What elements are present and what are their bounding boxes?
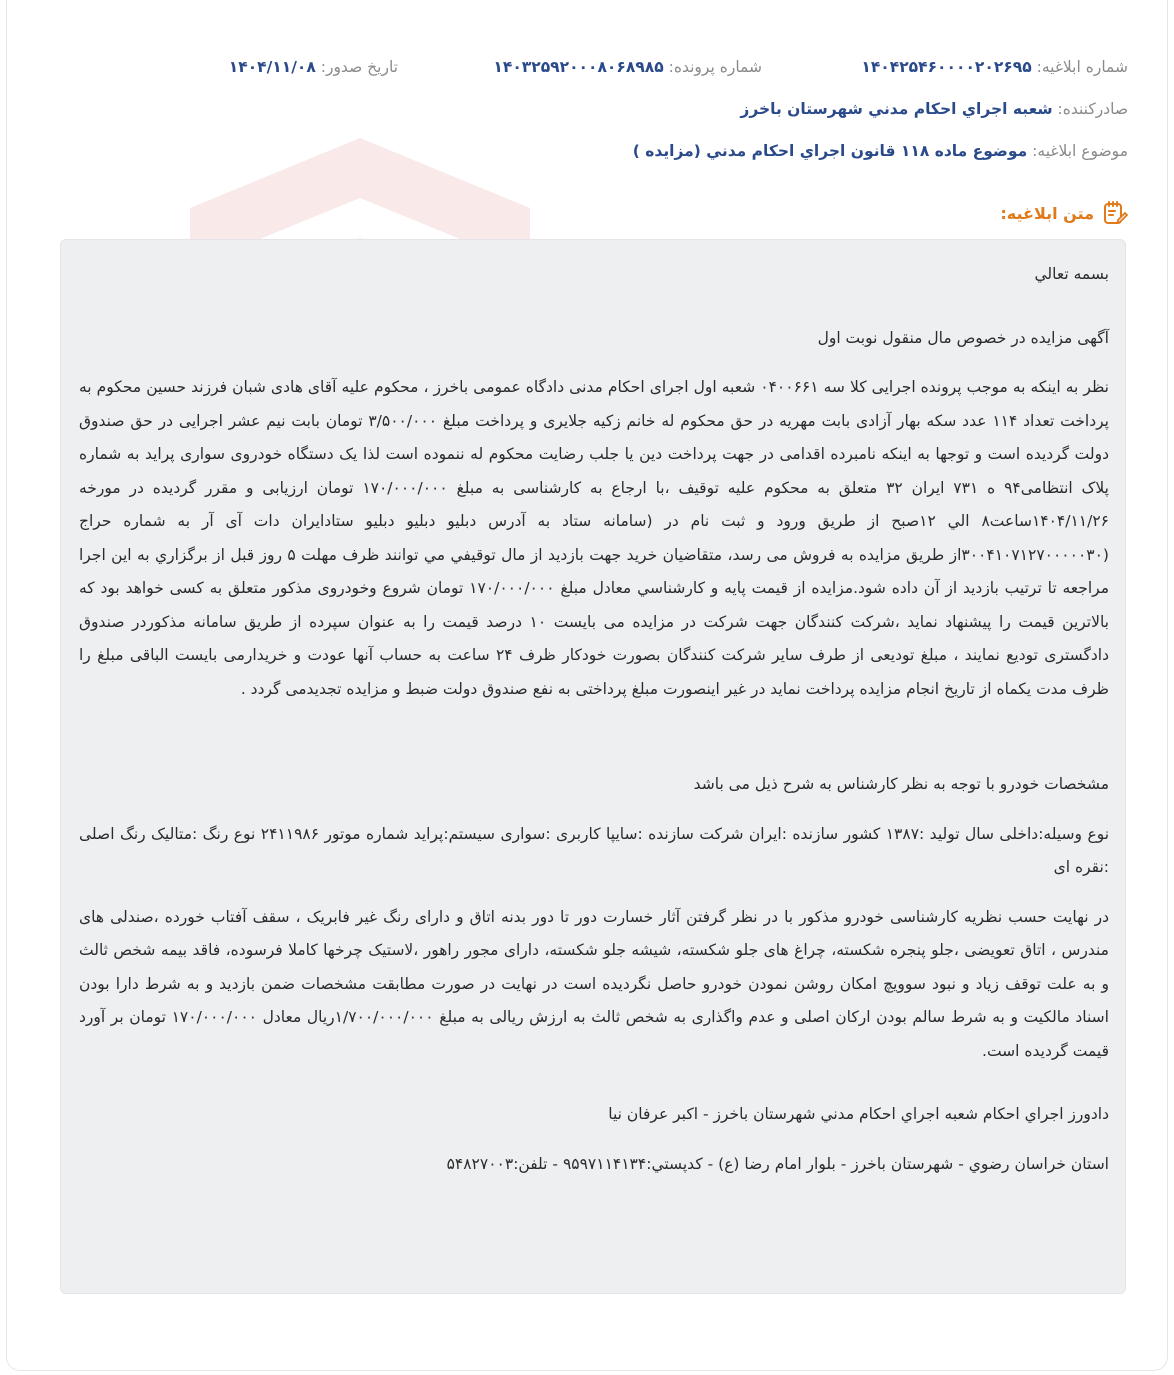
issue-date	[229, 58, 398, 76]
subject-value: موضوع ماده ۱۱۸ قانون اجراي احکام مدني (مزايده )	[632, 142, 1028, 160]
notice-paragraph-1: نظر به اینکه به موجب پرونده اجرایی کلا سه ۰۴۰۰۶۶۱ شعبه اول اجرای احکام مدنی دادگاه عمومی باخرز ، محکوم علیه آقای هادی شبان فرزند حسین محکوم به پرداخت تعداد ۱۱۴ عدد سکه بهار آزادی بابت مهریه در حق محکوم له خانم زکیه جلایری و پرداخت مبلغ ۳/۵۰۰/۰۰۰ تومان بابت نیم عشر اجرایی در حق صندوق دولت گردیده است و توجها به اینکه نامبرده اقدامی در جهت پرداخت دین یا جلب رضایت محکوم له ننموده است لذا یک دستگاه خودروی سواری پراید به شماره پلاک انتظامی۹۴ ه ۷۳۱ ایران ۳۲ متعلق به محکوم علیه توقیف ،با ارجاع به کارشناسی به مبلغ ۱۷۰/۰۰۰/۰۰۰ تومان ارزیابی و مقرر گردیده در مورخه ۱۴۰۴/۱۱/۲۶ساعت۸ الي ۱۲صبح از طریق ورود و ثبت نام در (سامانه ستاد به آدرس دبلیو دبلیو دبلیو ستادایران دات آی آر به شماره حراج (۳۰۰۴۱۰۷۱۲۷۰۰۰۰۰۳۰از طریق مزایده به فروش می رسد، متقاضیان خرید جهت بازدید از مال توقیفي مي توانند ظرف مهلت ۵ روز قبل از برگزاري به این اجرا مراجعه تا ترتیب بازدید از آن داده شود.مزایده از قیمت پایه و کارشناسي معادل مبلغ ۱۷۰/۰۰۰/۰۰۰ تومان شروع وخودروی مذکور متعلق به کسی خواهد بود که بالاترین قیمت را پیشنهاد نماید ،شرکت کنندگان جهت شرکت در مزایده می بایست ۱۰ درصد قیمت را به عنوان سپرده از طریق سامانه مذکوردر صندوق دادگستری تودیع نمایند ، مبلغ تودیعی از طرف سایر شرکت کنندگان بصورت خودکار ظرف ۲۴ ساعت به حساب آنها عودت و خریدارمی بایست الباقی مبلغ را ظرف مدت یکماه از تاریخ انجام مزایده پرداخت نماید در غیر اینصورت مبلغ پرداختی به نفع صندوق دولت ضبط و مزایده تجدیدمی گردد .	[79, 378, 1109, 698]
notice-paragraph-2: در نهایت حسب نظریه کارشناسی خودرو مذکور با در نظر گرفتن آثار خسارت دور تا دور بدنه اتاق و دارای رنگ غیر فابریک ، سقف آفتاب خورده ،صندلی های مندرس ، اتاق تعویضی ،جلو پنجره شکسته، چراغ های جلو شکسته، شیشه جلو شکسته، دارای مجور راهور ،لاستیک چرخها کاملا فرسوده، فاقد بیمه شخص ثالث و به علت توقف زیاد و نبود سوویچ امکان روشن نمودن خودرو حاصل نگردیده است در نهایت در صورت مطابقت مشخصات ضمن بازدید و به شرط دارا بودن اسناد مالکیت و به شرط سالم بودن ارکان اصلی و عدم واگذاری به شخص ثالث به ارزش ریالی به مبلغ ۱/۷۰۰/۰۰۰/۰۰۰ریال معادل ۱۷۰/۰۰۰/۰۰۰ تومان بر آورد قیمت گردیده است.	[79, 907, 1109, 1060]
issuer	[740, 100, 1128, 118]
notice-number-value: ۱۴۰۴۲۵۴۶۰۰۰۰۲۰۲۶۹۵	[861, 58, 1032, 76]
issue-date-label: تاريخ صدور:	[320, 58, 398, 76]
subject-label: موضوع ابلاغيه:	[1032, 142, 1128, 160]
vehicle-specs-line: نوع وسیله:داخلی سال تولید :۱۳۸۷ کشور سازنده :ایران شرکت سازنده :سایپا کاربری :سواری سیستم:پراید شماره موتور ۲۴۱۱۹۸۶ نوع رنگ :متالیک رنگ اصلی :نقره ای	[79, 824, 1110, 876]
case-number-label: شماره پرونده:	[668, 58, 762, 76]
document-edit-icon	[1102, 200, 1128, 226]
issuer-value: شعبه اجراي احکام مدني شهرستان باخرز	[740, 100, 1053, 118]
subject	[633, 142, 1128, 160]
officer-signature: دادورز اجراي احکام شعبه اجراي احکام مدني شهرستان باخرز - اکبر عرفان نيا	[608, 1105, 1109, 1123]
notice-heading: آگهی مزایده در خصوص مال منقول نوبت اول	[817, 328, 1109, 347]
notice-body	[60, 239, 1126, 1294]
vehicle-specs-heading: مشخصات خودرو با توجه به نظر کارشناس به شرح ذیل می باشد	[693, 775, 1109, 793]
notice-greeting: بسمه تعالي	[1034, 265, 1109, 283]
office-address: استان خراسان رضوي - شهرستان باخرز - بلوار امام رضا (ع) - کدپستي:۹۵۹۷۱۱۴۱۳۴ - تلفن:۵۴۸۲۷۰۰۳	[446, 1154, 1109, 1173]
issue-date-value: ۱۴۰۴/۱۱/۰۸	[228, 58, 316, 76]
case-number-value: ۱۴۰۳۲۵۹۲۰۰۰۸۰۶۸۹۸۵	[493, 58, 664, 76]
issuer-label: صادرکننده:	[1057, 100, 1128, 118]
notice-text-title: متن ابلاغيه:	[1000, 203, 1094, 223]
case-number	[493, 58, 762, 76]
notice-number-label: شماره ابلاغيه:	[1036, 58, 1128, 76]
notice-text-header	[1000, 200, 1128, 226]
notice-number	[861, 58, 1128, 76]
